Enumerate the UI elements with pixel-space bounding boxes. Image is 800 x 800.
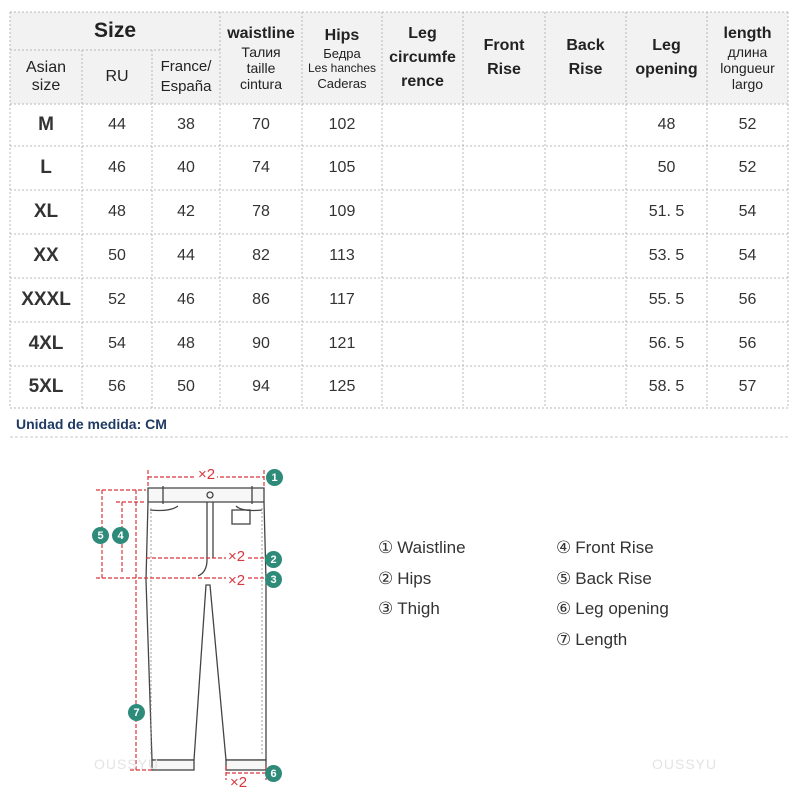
cell-ru: 46 <box>108 159 126 176</box>
x2-label-opening: ×2 <box>230 774 248 791</box>
cell-front <box>463 190 545 234</box>
legend-item <box>556 569 652 589</box>
cell-waist: 90 <box>252 335 270 352</box>
cell-opening: 51. 5 <box>648 203 685 220</box>
cell-ru: 56 <box>108 378 126 395</box>
cell-leg <box>382 146 463 190</box>
cell-leg <box>382 104 463 146</box>
cell-waist: 94 <box>252 378 270 395</box>
cell-opening: 53. 5 <box>648 247 685 264</box>
header-leg-circumference: Leg circumfe rence <box>389 25 456 90</box>
cell-opening: 55. 5 <box>648 291 685 308</box>
legend-number: ⑥ <box>556 599 572 618</box>
cell-ru: 54 <box>108 335 126 352</box>
pants-outline <box>146 486 266 770</box>
cell-leg <box>382 234 463 278</box>
cell-leg <box>382 278 463 322</box>
cell-front <box>463 278 545 322</box>
cell-front <box>463 366 545 408</box>
cell-back <box>545 146 626 190</box>
legend-number: ④ <box>556 538 572 557</box>
cell-hips: 113 <box>329 247 355 264</box>
header-back-rise: Back Rise <box>566 37 605 78</box>
cell-back <box>545 234 626 278</box>
cell-ru: 48 <box>108 203 126 220</box>
cell-front <box>463 322 545 366</box>
header-front-rise: Front Rise <box>483 37 525 78</box>
cell-opening: 48 <box>657 116 676 133</box>
cell-size: 5XL <box>28 376 64 397</box>
cell-hips: 121 <box>328 335 356 352</box>
legend-label: Back Rise <box>575 569 652 588</box>
cell-back <box>545 278 626 322</box>
watermark-left: OUSSYU <box>94 756 160 772</box>
marker-4: 4 <box>112 527 129 544</box>
legend-label: Length <box>575 630 628 649</box>
cell-opening: 56. 5 <box>648 335 685 352</box>
cell-size: L <box>40 157 52 178</box>
pants-diagram <box>0 440 300 800</box>
cell-ru: 50 <box>108 247 126 264</box>
x2-label-hips: ×2 <box>228 548 246 565</box>
cell-leg <box>382 190 463 234</box>
legend-item <box>378 599 440 619</box>
marker-3: 3 <box>265 571 282 588</box>
cell-opening: 50 <box>657 159 676 176</box>
cell-waist: 78 <box>252 203 270 220</box>
legend-number: ① <box>378 538 394 557</box>
cell-size: XXXL <box>21 289 71 310</box>
watermark-right: OUSSYU <box>652 756 718 772</box>
cell-length: 52 <box>738 159 757 176</box>
cell-length: 57 <box>738 378 757 395</box>
cell-opening: 58. 5 <box>648 378 685 395</box>
x2-label-thigh: ×2 <box>228 572 246 589</box>
cell-waist: 86 <box>252 291 270 308</box>
legend-number: ⑦ <box>556 630 572 649</box>
cell-ru: 52 <box>108 291 126 308</box>
cell-size: XL <box>33 201 59 222</box>
legend-item <box>378 538 466 558</box>
cell-back <box>545 366 626 408</box>
legend-label: Hips <box>397 569 432 588</box>
cell-length: 54 <box>738 203 757 220</box>
cell-length: 56 <box>738 335 757 352</box>
cell-hips: 125 <box>328 378 356 395</box>
cell-fr: 42 <box>177 203 195 220</box>
cell-size: 4XL <box>28 333 64 354</box>
header-hips: Hips Бедра Les hanches Caderas <box>307 26 377 91</box>
legend-number: ② <box>378 569 394 588</box>
header-france-espana: France/ España <box>160 58 212 95</box>
cell-ru: 44 <box>108 116 126 133</box>
cell-front <box>463 234 545 278</box>
header-size: Size <box>93 19 137 42</box>
cell-back <box>545 190 626 234</box>
cell-size: XX <box>33 245 59 266</box>
cell-waist: 74 <box>252 159 270 176</box>
cell-fr: 46 <box>177 291 195 308</box>
cell-hips: 102 <box>328 116 356 133</box>
header-ru: RU <box>105 68 129 85</box>
cell-leg <box>382 366 463 408</box>
cell-back <box>545 104 626 146</box>
legend-number: ③ <box>378 599 394 618</box>
cell-fr: 38 <box>177 116 195 133</box>
cell-size: M <box>38 114 54 135</box>
legend-number: ⑤ <box>556 569 572 588</box>
legend-item <box>556 630 627 650</box>
legend-label: Waistline <box>397 538 466 557</box>
legend-label: Front Rise <box>575 538 654 557</box>
header-asian-size: Asian size <box>25 59 67 94</box>
header-leg-opening: Leg opening <box>635 37 698 78</box>
cell-front <box>463 146 545 190</box>
cell-hips: 105 <box>328 159 356 176</box>
cell-fr: 48 <box>177 335 195 352</box>
header-length: length длина longueur largo <box>720 25 775 92</box>
cell-fr: 40 <box>177 159 195 176</box>
cell-hips: 109 <box>328 203 356 220</box>
cell-leg <box>382 322 463 366</box>
marker-5: 5 <box>92 527 109 544</box>
cell-waist: 70 <box>252 116 270 133</box>
measurement-lines <box>96 470 266 780</box>
x2-label-waist: ×2 <box>198 466 216 483</box>
legend-label: Leg opening <box>575 599 669 618</box>
marker-6: 6 <box>265 765 282 782</box>
cell-length: 54 <box>738 247 757 264</box>
legend-item <box>378 569 431 589</box>
cell-length: 52 <box>738 116 757 133</box>
cell-fr: 50 <box>177 378 195 395</box>
cell-front <box>463 104 545 146</box>
legend-item <box>556 599 669 619</box>
marker-2: 2 <box>265 551 282 568</box>
cell-hips: 117 <box>329 291 355 308</box>
header-waistline: waistline Талия taille cintura <box>227 25 295 92</box>
marker-7: 7 <box>128 704 145 721</box>
unit-note: Unidad de medida: CM <box>16 416 167 432</box>
legend-item <box>556 538 654 558</box>
cell-back <box>545 322 626 366</box>
legend-label: Thigh <box>397 599 440 618</box>
cell-fr: 44 <box>177 247 195 264</box>
marker-1: 1 <box>266 469 283 486</box>
cell-length: 56 <box>738 291 757 308</box>
cell-waist: 82 <box>252 247 270 264</box>
